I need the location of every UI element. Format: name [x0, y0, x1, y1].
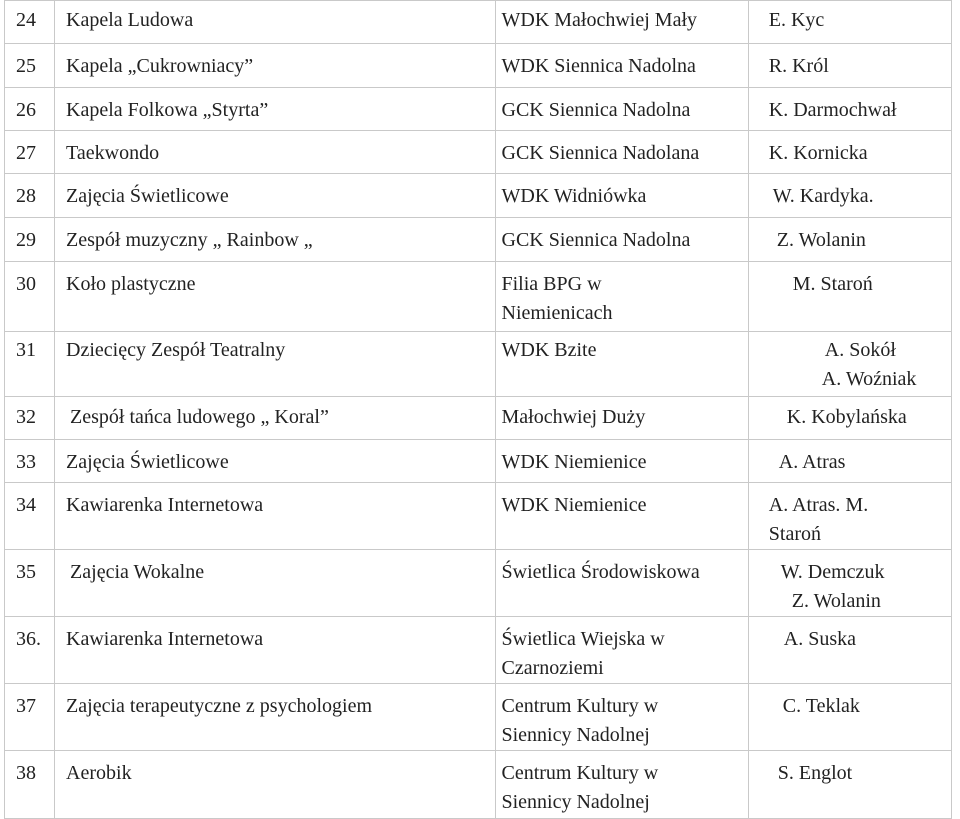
- row-number: 26: [16, 99, 36, 121]
- instructor-line-2: Z. Wolanin: [791, 590, 881, 612]
- row-number: 32: [16, 406, 36, 428]
- instructor: W. Demczuk: [780, 561, 885, 583]
- table-row: [5, 332, 952, 397]
- activity-name: Zespół muzyczny „ Rainbow „: [66, 229, 313, 251]
- activity-name: Zajęcia Świetlicowe: [66, 185, 229, 207]
- activity-name: Kawiarenka Internetowa: [66, 628, 264, 650]
- row-number: 28: [16, 185, 36, 207]
- venue: WDK Siennica Nadolna: [501, 55, 696, 77]
- venue-line-2: Siennicy Nadolnej: [501, 791, 650, 813]
- table-row: [5, 397, 952, 440]
- instructor: W. Kardyka.: [772, 185, 874, 207]
- table-row: [5, 684, 952, 751]
- instructor: A. Sokół: [824, 339, 896, 361]
- instructor: K. Kornicka: [768, 142, 868, 164]
- venue: WDK Niemienice: [501, 494, 647, 516]
- venue: GCK Siennica Nadolana: [501, 142, 700, 164]
- venue: WDK Bzite: [501, 339, 597, 361]
- table-row: [5, 440, 952, 483]
- row-number: 24: [16, 9, 36, 31]
- instructor: K. Kobylańska: [786, 406, 907, 428]
- activity-name: Kapela Ludowa: [66, 9, 194, 31]
- instructor: A. Atras: [778, 451, 846, 473]
- instructor-line-2: Staroń: [768, 523, 821, 545]
- venue: GCK Siennica Nadolna: [501, 99, 691, 121]
- instructor: R. Król: [768, 55, 829, 77]
- venue: Świetlica Środowiskowa: [501, 561, 700, 583]
- table-row: [5, 550, 952, 617]
- table-row: [5, 483, 952, 550]
- activity-name: Zespół tańca ludowego „ Koral”: [70, 406, 329, 428]
- venue: Małochwiej Duży: [501, 406, 646, 428]
- instructor: C. Teklak: [782, 695, 860, 717]
- table-row: [5, 174, 952, 218]
- venue: Centrum Kultury w: [501, 762, 659, 784]
- instructor: M. Staroń: [792, 273, 873, 295]
- venue-line-2: Siennicy Nadolnej: [501, 724, 650, 746]
- activity-name: Koło plastyczne: [66, 273, 196, 295]
- table-row: [5, 131, 952, 174]
- venue: WDK Niemienice: [501, 451, 647, 473]
- row-number: 29: [16, 229, 36, 251]
- table-row: [5, 262, 952, 332]
- activities-table: [4, 0, 952, 819]
- venue: WDK Widniówka: [501, 185, 647, 207]
- venue: Filia BPG w: [501, 273, 602, 295]
- row-number: 30: [16, 273, 36, 295]
- activity-name: Zajęcia terapeutyczne z psychologiem: [66, 695, 373, 717]
- row-number: 34: [16, 494, 36, 516]
- instructor: E. Kyc: [768, 9, 825, 31]
- instructor: K. Darmochwał: [768, 99, 897, 121]
- venue-line-2: Niemienicach: [501, 302, 613, 324]
- venue: GCK Siennica Nadolna: [501, 229, 691, 251]
- row-number: 33: [16, 451, 36, 473]
- row-number: 37: [16, 695, 36, 717]
- table-row: [5, 1, 952, 44]
- venue: Świetlica Wiejska w: [501, 628, 665, 650]
- instructor: A. Atras. M.: [768, 494, 869, 516]
- row-number: 27: [16, 142, 36, 164]
- activity-name: Taekwondo: [66, 142, 160, 164]
- activity-name: Zajęcia Wokalne: [70, 561, 205, 583]
- activity-name: Kapela „Cukrowniacy”: [66, 55, 254, 77]
- venue: WDK Małochwiej Mały: [501, 9, 698, 31]
- venue-line-2: Czarnoziemi: [501, 657, 604, 679]
- table-row: [5, 218, 952, 262]
- activity-name: Kawiarenka Internetowa: [66, 494, 264, 516]
- instructor: A. Suska: [783, 628, 856, 650]
- table-row: [5, 44, 952, 88]
- row-number: 36.: [16, 628, 41, 650]
- activity-name: Aerobik: [66, 762, 132, 784]
- instructor: Z. Wolanin: [776, 229, 866, 251]
- row-number: 38: [16, 762, 36, 784]
- table-row: [5, 751, 952, 819]
- row-number: 31: [16, 339, 36, 361]
- table-row: [5, 617, 952, 684]
- table-row: [5, 88, 952, 131]
- venue: Centrum Kultury w: [501, 695, 659, 717]
- activity-name: Kapela Folkowa „Styrta”: [66, 99, 269, 121]
- row-number: 25: [16, 55, 36, 77]
- activity-name: Zajęcia Świetlicowe: [66, 451, 229, 473]
- row-number: 35: [16, 561, 36, 583]
- activity-name: Dziecięcy Zespół Teatralny: [66, 339, 286, 361]
- instructor-line-2: A. Woźniak: [821, 368, 917, 390]
- instructor: S. Englot: [777, 762, 853, 784]
